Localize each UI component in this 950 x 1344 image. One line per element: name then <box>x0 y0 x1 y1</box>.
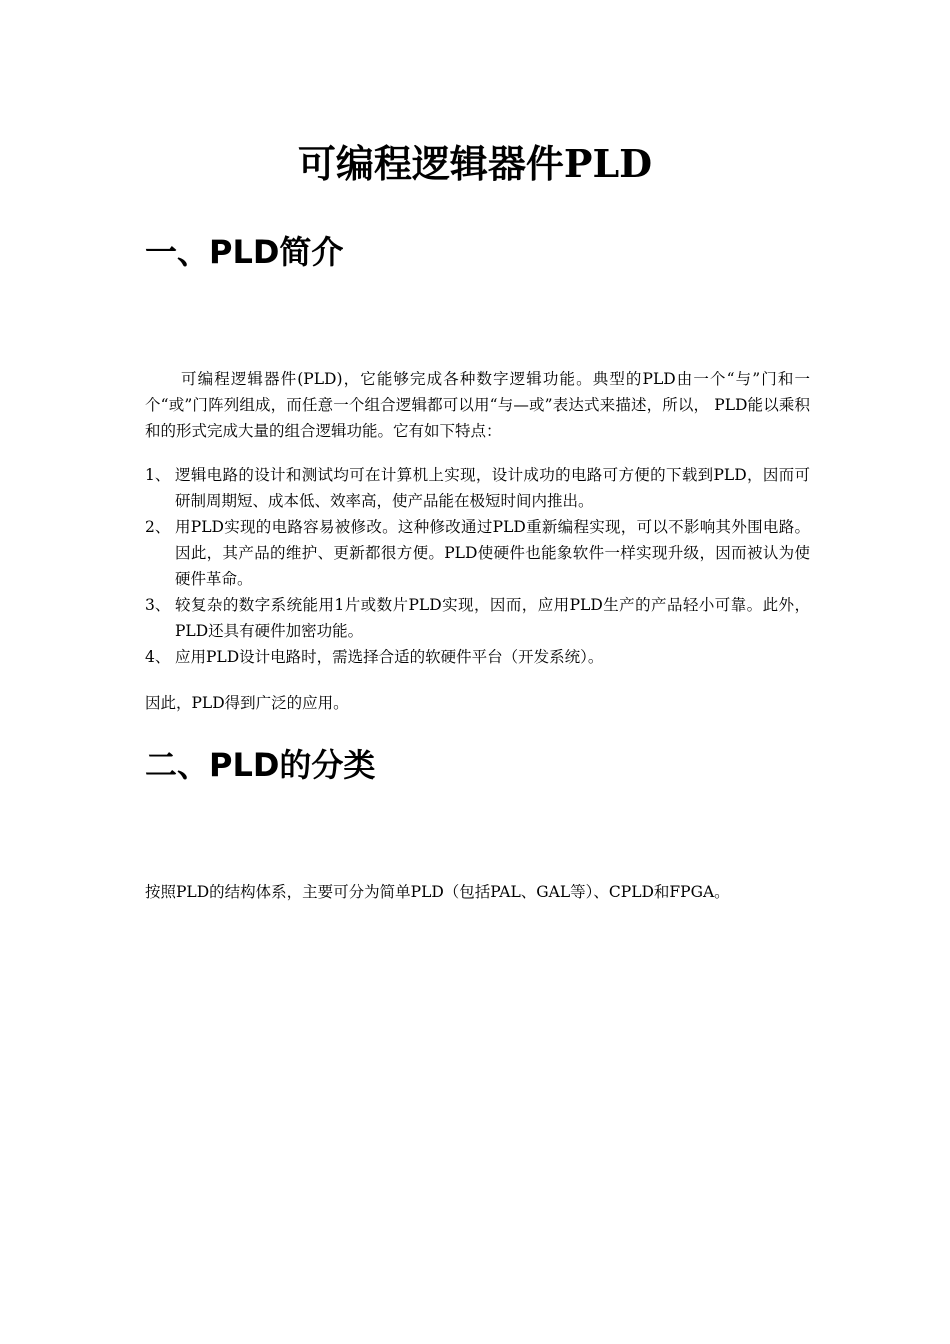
feature-number: 2、 <box>145 518 171 536</box>
feature-number: 3、 <box>145 596 171 614</box>
feature-text: 用PLD实现的电路容易被修改。这种修改通过PLD重新编程实现，可以不影响其外围电路。因此，其产品的维护、更新都很方便。PLD使硬件也能象软件一样实现升级，因而被认为使硬件革命。 <box>175 518 810 588</box>
section-heading-introduction: 一、PLD简介 <box>145 233 344 271</box>
feature-number: 4、 <box>145 648 171 666</box>
conclusion-paragraph: 因此，PLD得到广泛的应用。 <box>145 694 349 712</box>
feature-item <box>145 514 810 592</box>
feature-text: 应用PLD设计电路时，需选择合适的软硬件平台（开发系统）。 <box>175 648 604 666</box>
feature-number: 1、 <box>145 466 171 484</box>
feature-text: 较复杂的数字系统能用1片或数片PLD实现，因而，应用PLD生产的产品轻小可靠。此外，PLD还具有硬件加密功能。 <box>175 596 810 640</box>
feature-text: 逻辑电路的设计和测试均可在计算机上实现，设计成功的电路可方便的下载到PLD，因而可研制周期短、成本低、效率高，使产品能在极短时间内推出。 <box>175 466 810 510</box>
feature-item <box>145 462 810 514</box>
section-heading-classification: 二、PLD的分类 <box>145 746 376 784</box>
feature-item <box>145 644 810 670</box>
feature-item <box>145 592 810 644</box>
feature-list <box>145 462 810 670</box>
classification-paragraph: 按照PLD的结构体系，主要可分为简单PLD（包括PAL、GAL等）、CPLD和FPGA。 <box>145 883 730 901</box>
intro-paragraph: 可编程逻辑器件(PLD)，它能够完成各种数字逻辑功能。典型的PLD由一个“与”门和一个“或”门阵列组成，而任意一个组合逻辑都可以用“与—或”表达式来描述，所以， PLD能以乘积和的形式完成大量的组合逻辑功能。它有如下特点： <box>145 370 810 440</box>
document-title: 可编程逻辑器件PLD <box>297 141 653 186</box>
